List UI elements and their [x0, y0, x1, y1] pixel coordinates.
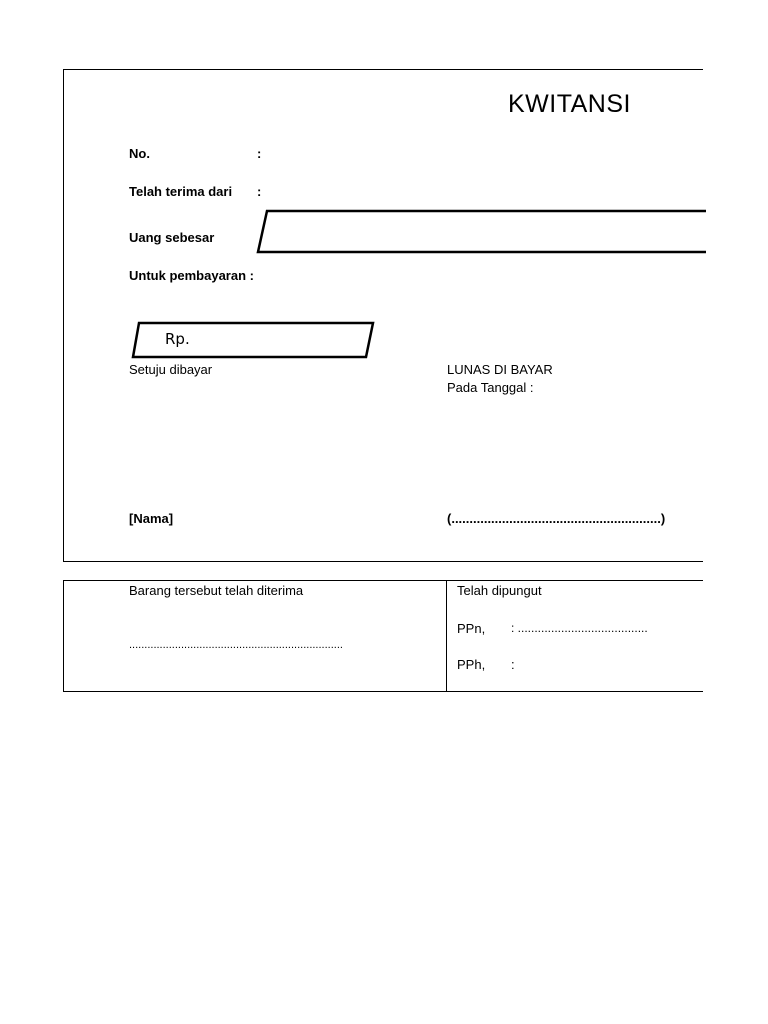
goods-received-label: Barang tersebut telah diterima — [129, 583, 304, 598]
received-from-label: Telah terima dari — [129, 184, 233, 199]
name-placeholder: [Nama] — [129, 511, 174, 526]
approved-label: Setuju dibayar — [129, 362, 213, 377]
amount-words-box[interactable] — [254, 208, 706, 256]
ppn-value: : ....................................... — [511, 621, 648, 635]
received-from-colon: : — [257, 184, 262, 199]
no-colon: : — [257, 146, 262, 161]
signature-line: (..........................................................) — [447, 511, 666, 526]
payment-for-label: Untuk pembayaran : — [129, 268, 254, 283]
no-label: No. — [129, 146, 150, 161]
tax-collected-label: Telah dipungut — [457, 583, 542, 598]
paid-label: LUNAS DI BAYAR — [447, 362, 553, 377]
date-label: Pada Tanggal : — [447, 380, 534, 395]
ppn-label: PPn, — [457, 621, 486, 636]
amount-words-label: Uang sebesar — [129, 230, 215, 245]
pph-label: PPh, — [457, 657, 486, 672]
receipt-title: KWITANSI — [508, 90, 631, 118]
goods-section — [63, 580, 703, 692]
goods-received-dotted-line: ...................................................................... — [129, 639, 343, 651]
currency-label: Rp. — [165, 330, 190, 348]
receipt-form — [63, 69, 703, 562]
pph-value: : — [511, 657, 515, 672]
section-divider — [446, 581, 447, 691]
